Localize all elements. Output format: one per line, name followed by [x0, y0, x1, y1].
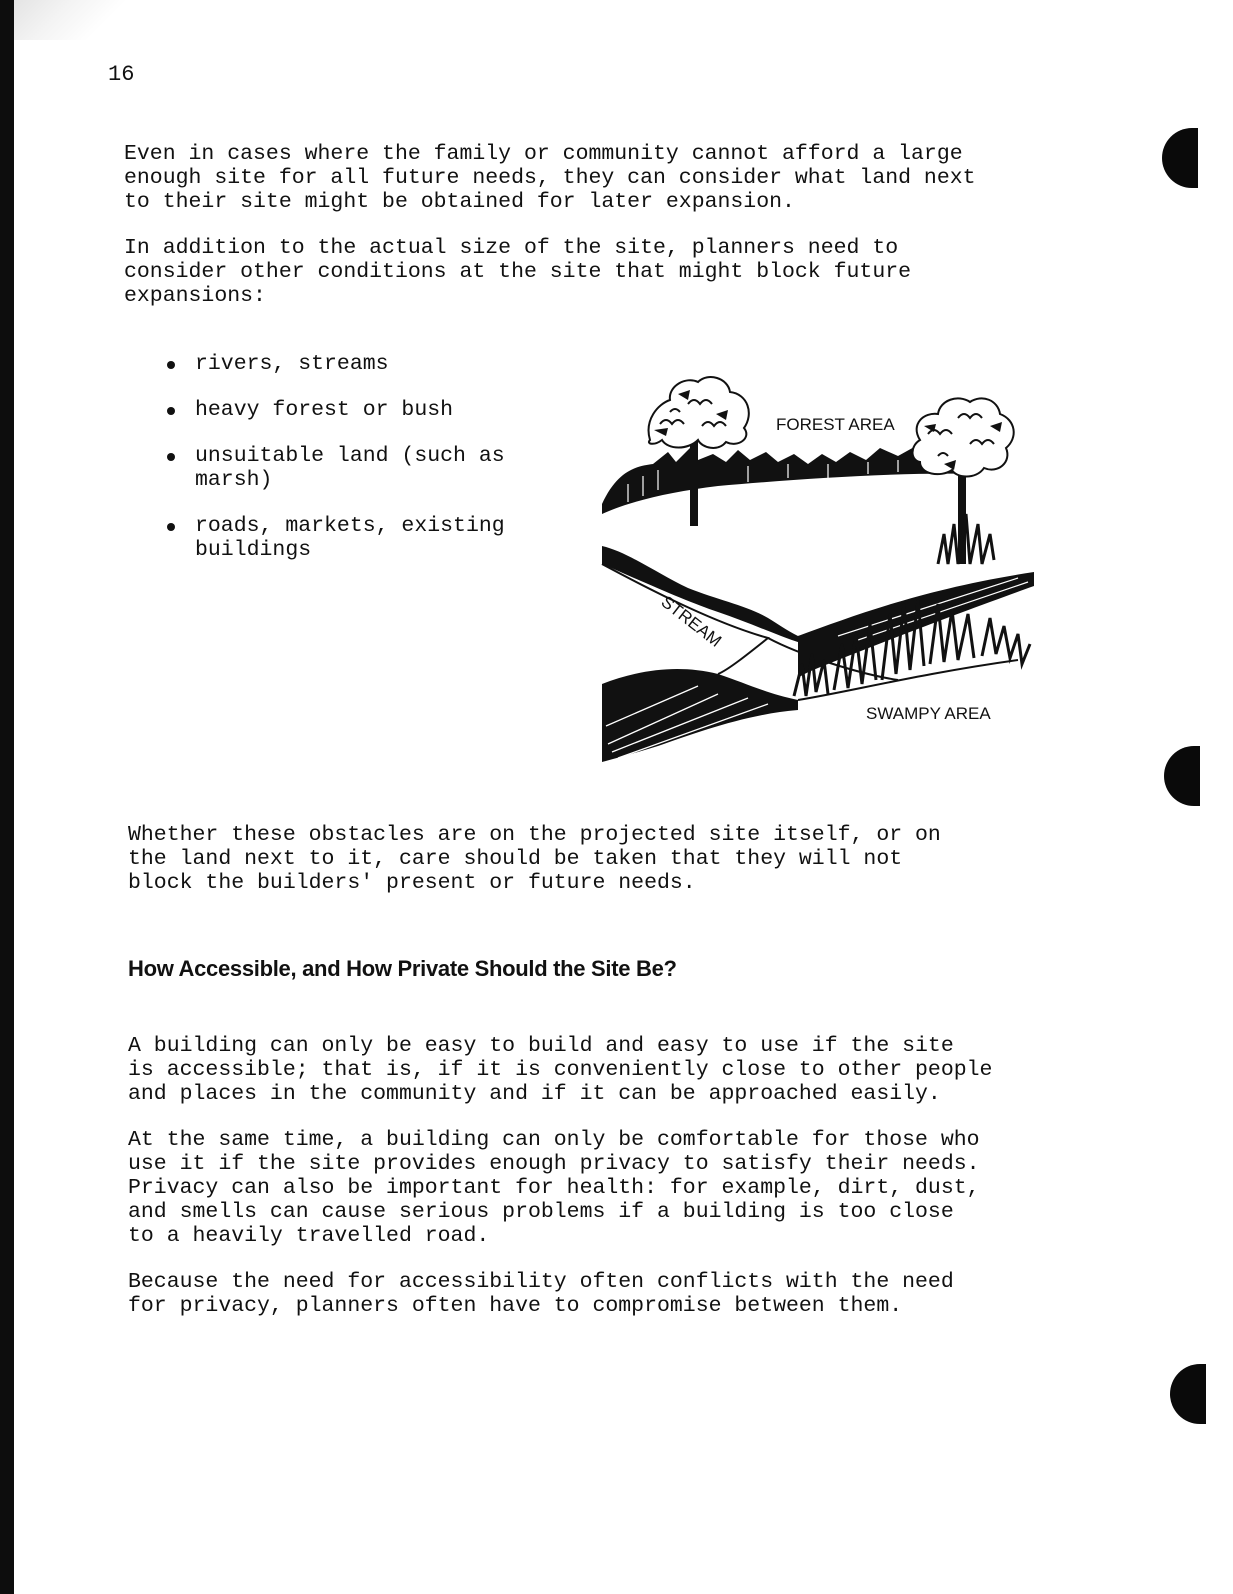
list-item	[165, 514, 505, 562]
page-number: 16	[108, 62, 135, 87]
site-obstacles-illustration	[598, 374, 1043, 766]
list-item	[165, 444, 505, 492]
scan-edge	[0, 0, 14, 1594]
left-tree-icon	[649, 377, 749, 526]
paragraph-obstacles-note: Whether these obstacles are on the projected site itself, or on the land next to it, care should be taken that they will not block the builders' present or future needs.	[128, 823, 941, 895]
right-tree-icon	[913, 398, 1014, 564]
forest-area-label: FOREST AREA	[776, 415, 895, 434]
paragraph-accessibility: A building can only be easy to build and easy to use if the site is accessible; that is, if it is conveniently close to other people and places in the community and if it can be approached easily.	[128, 1034, 993, 1106]
paragraph-privacy: At the same time, a building can only be comfortable for those who use it if the site provides enough privacy to satisfy their needs. Privacy can also be important for health: for example, dirt, dust, and smells can cause serious problems if a building is too close to a heavily travelled road.	[128, 1128, 980, 1248]
punch-hole-middle	[1164, 746, 1200, 806]
list-item-text: heavy forest or bush	[195, 398, 454, 422]
obstacle-list	[165, 352, 505, 584]
list-item-text: unsuitable land (such as marsh)	[195, 444, 505, 492]
bullet-icon	[167, 523, 175, 531]
paragraph-compromise: Because the need for accessibility often conflicts with the need for privacy, planners often have to compromise between them.	[128, 1270, 954, 1318]
scan-corner-shadow	[14, 0, 164, 40]
punch-hole-top	[1162, 128, 1198, 188]
punch-hole-bottom	[1170, 1364, 1206, 1424]
paragraph-expansion: Even in cases where the family or community cannot afford a large enough site for all future needs, they can consider what land next to their site might be obtained for later expansion.	[124, 142, 976, 214]
list-item	[165, 352, 505, 376]
section-heading: How Accessible, and How Private Should the Site Be?	[128, 956, 677, 981]
stream-label: STREAM	[657, 592, 726, 651]
list-item-text: roads, markets, existing buildings	[195, 514, 505, 562]
bullet-icon	[167, 453, 175, 461]
paragraph-site-conditions: In addition to the actual size of the site, planners need to consider other conditions at the site that might block future expansions:	[124, 236, 912, 308]
list-item-text: rivers, streams	[195, 352, 389, 376]
list-item	[165, 398, 505, 422]
bullet-icon	[167, 361, 175, 369]
swampy-area-label: SWAMPY AREA	[866, 704, 991, 723]
bullet-icon	[167, 407, 175, 415]
